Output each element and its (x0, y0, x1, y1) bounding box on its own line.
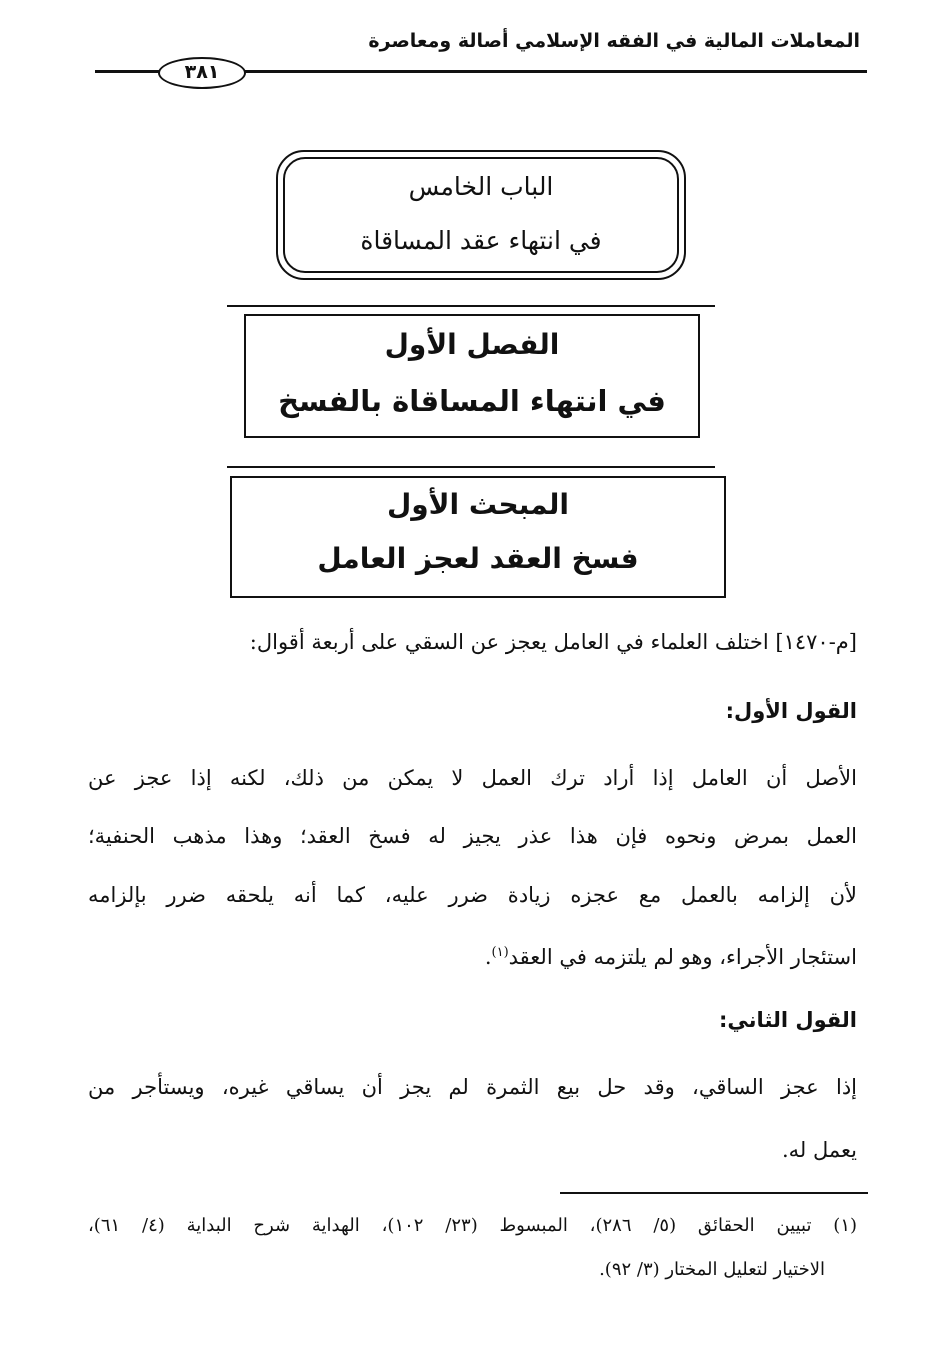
section-title-box (230, 476, 726, 598)
opinion-1-heading: القول الأول: (725, 699, 857, 723)
intro-paragraph: [م-١٤٧٠] اختلف العلماء في العامل يعجز عن السقي على أربعة أقوال: (249, 630, 857, 654)
running-header-title: المعاملات المالية في الفقه الإسلامي أصالة ومعاصرة (368, 30, 860, 52)
sentence-end: . (484, 945, 492, 969)
section-subtitle: فسخ العقد لعجز العامل (317, 542, 639, 575)
section-title: المبحث الأول (386, 488, 570, 521)
opinion-1-line: الأصل أن العامل إذا أراد ترك العمل لا يمكن من ذلك، لكنه إذا عجز عن (88, 766, 857, 790)
footnote-marker: (١) (491, 945, 509, 960)
chapter-subtitle: في انتهاء المساقاة بالفسخ (278, 384, 666, 418)
footnote-separator (560, 1192, 868, 1194)
section-top-rule (227, 466, 715, 468)
opinion-2-line: إذا عجز الساقي، وقد حل بيع الثمرة لم يجز أن يساقي غيره، ويستأجر من (88, 1075, 857, 1099)
part-subtitle: في انتهاء عقد المساقاة (360, 226, 602, 255)
page-number: ٣٨١ (158, 57, 246, 89)
opinion-2-line: يعمل له. (781, 1138, 857, 1162)
opinion-1-line: العمل بمرض ونحوه فإن هذا عذر يجيز له فسخ العقد؛ وهذا مذهب الحنفية؛ (88, 824, 857, 848)
opinion-1-last-text: استئجار الأجراء، وهو لم يلتزمه في العقد (508, 945, 857, 969)
opinion-1-line: لأن إلزامه بالعمل مع عجزه زيادة ضرر عليه، كما أنه يلحقه ضرر بإلزامه (88, 883, 857, 907)
chapter-top-rule (227, 305, 715, 307)
part-title: الباب الخامس (408, 172, 554, 201)
part-title-box (276, 150, 686, 280)
opinion-1-last-line (485, 938, 857, 972)
chapter-title: الفصل الأول (384, 328, 560, 361)
footnote-1-continuation: الاختيار لتعليل المختار (٣/ ٩٢). (599, 1259, 825, 1280)
footnote-1-line: (١) تبيين الحقائق (٥/ ٢٨٦)، المبسوط (٢٣/ ١٠٢)، الهداية شرح البداية (٤/ ٦١)، (88, 1215, 858, 1236)
opinion-2-heading: القول الثاني: (719, 1008, 857, 1032)
chapter-title-box (244, 314, 700, 438)
